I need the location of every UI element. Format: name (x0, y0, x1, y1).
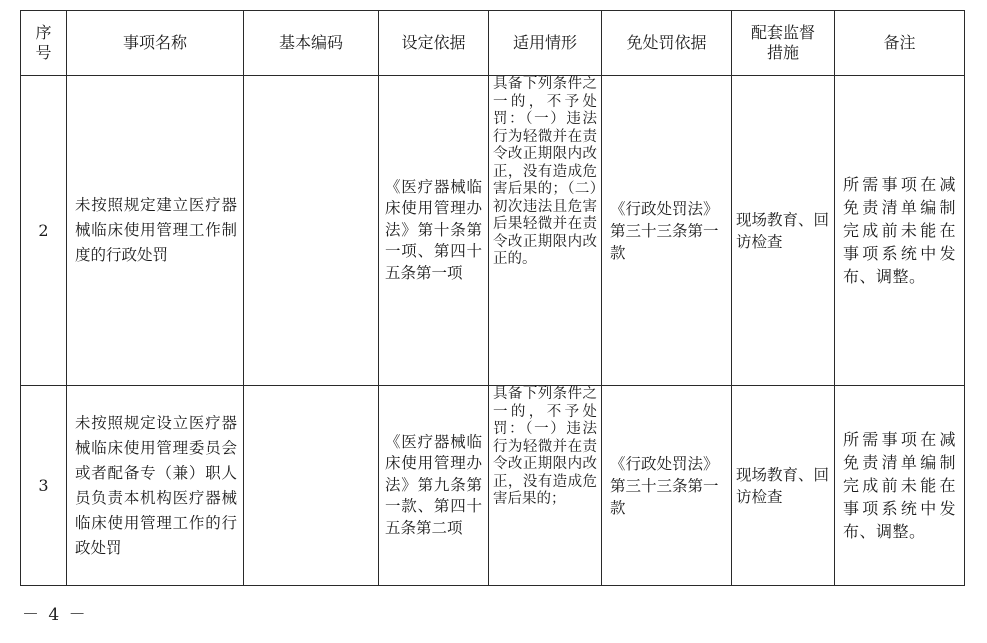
exemption-table (20, 10, 965, 586)
row-basic-code (244, 76, 379, 386)
header-row (21, 11, 965, 76)
row-item-name: 未按照规定建立医疗器械临床使用管理工作制度的行政处罚 (67, 76, 244, 386)
header-condition: 适用情形 (489, 11, 602, 76)
row-condition-text: 具备下列条件之一的，不予处罚：（一）违法行为轻微并在责令改正期限内改正，没有造成危害后果的；（二）初次违法且危害后果轻微并在责令改正期限内改正的。 (493, 76, 597, 267)
table-row (21, 386, 965, 586)
row-seq: 3 (21, 386, 67, 586)
header-seq: 序号 (21, 11, 67, 76)
row-basic-code (244, 386, 379, 586)
table-row (21, 76, 965, 386)
header-basic-code: 基本编码 (244, 11, 379, 76)
row-exempt-basis: 《行政处罚法》第三十三条第一款 (602, 76, 732, 386)
row-exempt-basis: 《行政处罚法》第三十三条第一款 (602, 386, 732, 586)
row-condition (489, 76, 602, 386)
header-exempt-basis: 免处罚依据 (602, 11, 732, 76)
row-condition-text: 具备下列条件之一的，不予处罚：（一）违法行为轻微并在责令改正期限内改正，没有造成危害后果的； (493, 386, 597, 507)
row-remarks: 所需事项在减免责清单编制完成前未能在事项系统中发布、调整。 (835, 386, 965, 586)
header-remarks: 备注 (835, 11, 965, 76)
page-number: － 4 － (22, 605, 88, 625)
row-supervision: 现场教育、回访检查 (732, 76, 835, 386)
header-basis: 设定依据 (379, 11, 489, 76)
header-supervision: 配套监督措施 (732, 11, 835, 76)
row-basis: 《医疗器械临床使用管理办法》第十条第一项、第四十五条第一项 (379, 76, 489, 386)
row-item-name: 未按照规定设立医疗器械临床使用管理委员会或者配备专（兼）职人员负责本机构医疗器械临床使用管理工作的行政处罚 (67, 386, 244, 586)
row-condition (489, 386, 602, 586)
row-supervision: 现场教育、回访检查 (732, 386, 835, 586)
header-item-name: 事项名称 (67, 11, 244, 76)
row-remarks: 所需事项在减免责清单编制完成前未能在事项系统中发布、调整。 (835, 76, 965, 386)
row-seq: 2 (21, 76, 67, 386)
row-basis: 《医疗器械临床使用管理办法》第九条第一款、第四十五条第二项 (379, 386, 489, 586)
